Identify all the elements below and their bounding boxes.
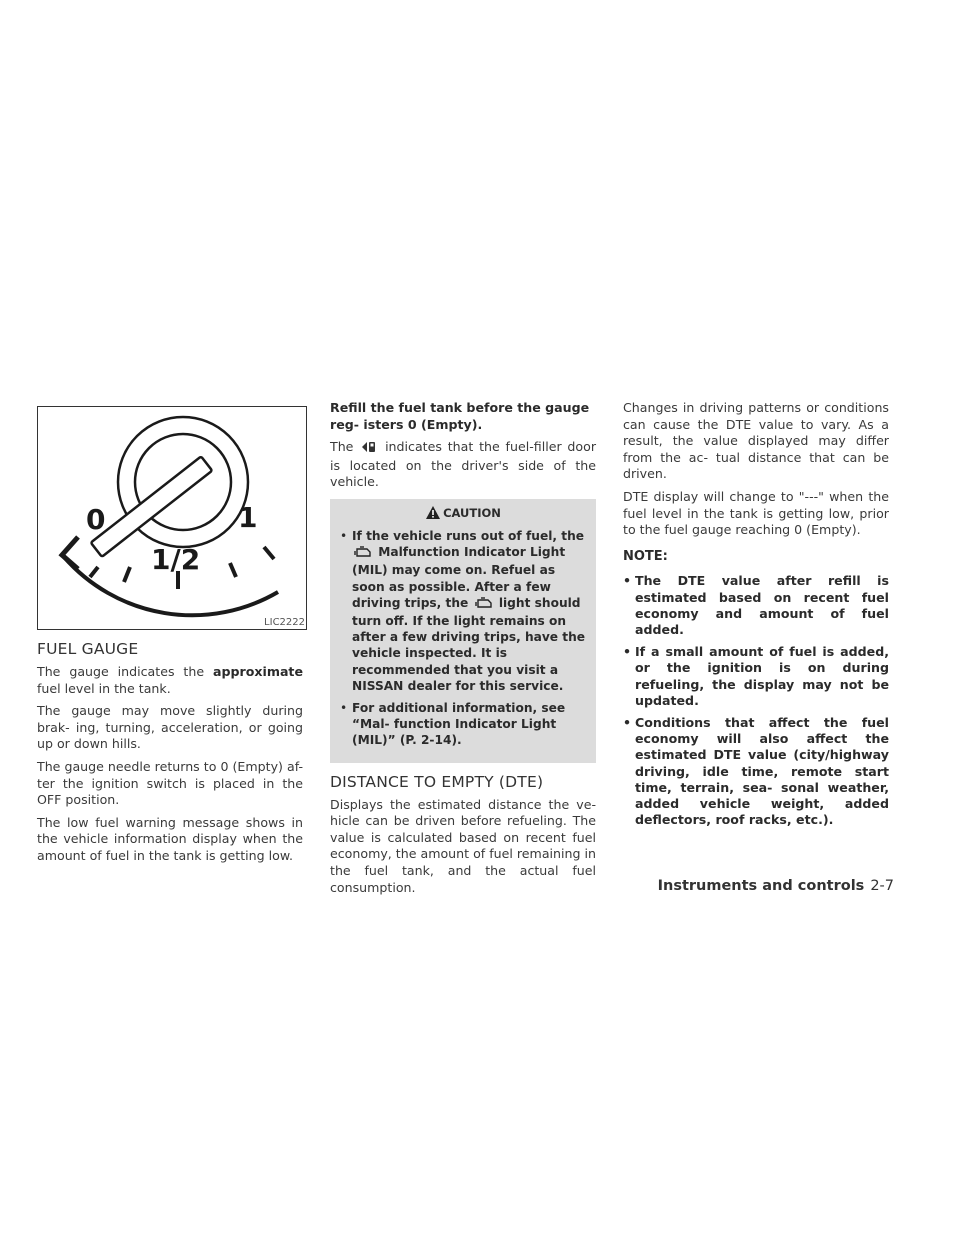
gauge-label-one: 1 [238, 501, 258, 534]
caution-item-2: • For additional information, see “Mal- function Indicator Light (MIL)” (P. 2-14). [340, 701, 566, 748]
note-item: • If a small amount of fuel is added, or the ignition is on during refueling, the display may not be updated. [623, 644, 889, 708]
dte-heading: DISTANCE TO EMPTY (DTE) [330, 772, 544, 791]
page-footer [658, 878, 894, 894]
fuel-gauge-heading: FUEL GAUGE [37, 640, 139, 658]
note-item: • The DTE value after refill is estimated based on recent fuel economy and amount of fuel added. [623, 573, 889, 637]
caution-box [330, 499, 596, 763]
dte-paragraph-3: DTE display will change to "---" when the fuel level in the tank is getting low, prior to the fuel gauge reaching 0 (Empty). [623, 488, 889, 538]
refill-instruction: Refill the fuel tank before the gauge reg- isters 0 (Empty). [330, 400, 590, 432]
warning-triangle-icon [425, 506, 443, 520]
dte-paragraph-1: Displays the estimated distance the ve- hicle can be driven before refueling. The value is calculated based on recent fuel economy, the amount of fuel remaining in the fuel tank, and the actual fuel consumption. [330, 796, 596, 895]
fuel-gauge-illustration [38, 407, 306, 629]
engine-check-icon [354, 546, 372, 562]
fuel-gauge-paragraph-2: The gauge may move slightly during brak- ing, turning, acceleration, or going up or down hills. [37, 703, 303, 752]
caution-heading: CAUTION [340, 505, 586, 520]
column-left [37, 400, 303, 871]
fuel-gauge-figure [37, 406, 307, 630]
column-right [623, 400, 889, 834]
figure-code: LIC2222 [264, 617, 305, 628]
fuel-door-paragraph: The indicates that the fuel-filler door is located on the driver's side of the vehicle. [330, 439, 597, 490]
gauge-label-zero: 0 [86, 503, 106, 536]
note-item: • Conditions that affect the fuel economy will also affect the estimated DTE value (city/highway driving, idle time, remote start time, terrain, sea- sonal weather, added vehicle weight, added deflectors, roof racks, etc.). [623, 714, 889, 828]
engine-check-icon [475, 597, 493, 613]
footer-section-title: Instruments and controls [657, 878, 865, 894]
page-number: 2-7 [870, 878, 894, 894]
fuel-gauge-paragraph-4: The low fuel warning message shows in the vehicle information display when the amount of fuel in the tank is getting low. [37, 814, 303, 863]
fuel-gauge-paragraph-3: The gauge needle returns to 0 (Empty) af- ter the ignition switch is placed in the OFF position. [37, 758, 303, 808]
gauge-label-half: 1/2 [151, 543, 201, 576]
caution-item-1: • If the vehicle runs out of fuel, the Malfunction Indicator Light (MIL) may come on. Refuel as soon as possible. After a few driving trips, the light should turn off. If the light remains on after a few driving trips, have the vehicle inspected. It is recommended that you visit a NISSAN dealer for this service. [340, 528, 586, 693]
dte-paragraph-2: Changes in driving patterns or conditions can cause the DTE value to vary. As a result, the value displayed may differ from the ac- tual distance that can be driven. [623, 400, 889, 482]
column-middle [330, 400, 596, 902]
fuel-door-arrow-icon [361, 441, 377, 458]
fuel-gauge-paragraph-1: The gauge indicates the approximate fuel level in the tank. [37, 664, 303, 696]
note-heading: NOTE: [623, 548, 668, 564]
